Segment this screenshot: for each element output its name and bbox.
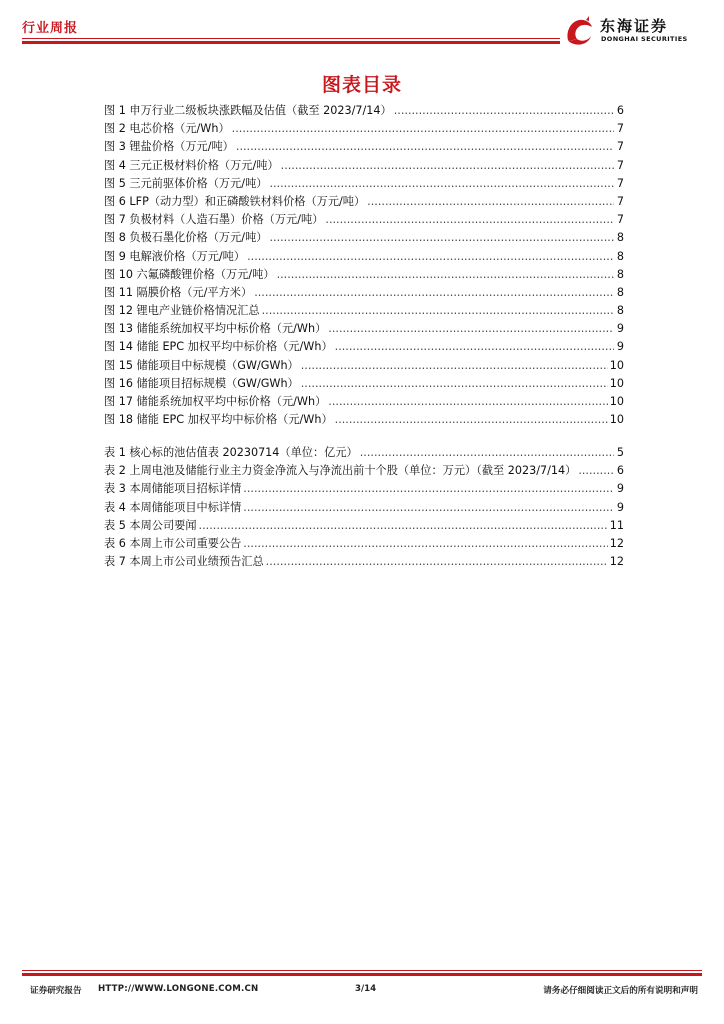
toc-entry-label: 图 8 负极石墨化价格（万元/吨） — [104, 231, 268, 245]
toc-figure-entry[interactable] — [104, 411, 624, 429]
toc-dot-leader — [367, 193, 614, 211]
toc-page-number: 6 — [616, 104, 624, 117]
toc-dot-leader — [335, 338, 614, 356]
footer-rule-thin — [22, 970, 702, 971]
toc-page-number: 8 — [616, 285, 624, 299]
toc-dot-leader — [325, 211, 614, 229]
toc-dot-leader — [266, 553, 608, 571]
toc-figure-entry[interactable] — [104, 248, 624, 266]
toc-dot-leader — [243, 535, 607, 553]
toc-figure-entry[interactable] — [104, 302, 624, 320]
toc-dot-leader — [281, 157, 614, 175]
toc-figure-entry[interactable] — [104, 211, 624, 229]
header-rule-thick — [22, 41, 560, 44]
toc-entry-label: 表 1 核心标的池估值表 20230714（单位：亿元） — [104, 446, 358, 459]
dragon-logo-icon — [562, 14, 596, 48]
toc-table-entry[interactable] — [104, 517, 624, 535]
table-list — [104, 444, 624, 571]
toc-dot-leader — [360, 444, 614, 462]
toc-entry-label: 图 15 储能项目中标规模（GW/GWh） — [104, 358, 299, 372]
toc-entry-label: 图 6 LFP（动力型）和正磷酸铁材料价格（万元/吨） — [104, 194, 366, 208]
figure-list — [104, 102, 624, 429]
toc-table-entry[interactable] — [104, 480, 624, 498]
toc-entry-label: 表 2 上周电池及储能行业主力资金净流入与净流出前十个股（单位：万元）（截至 2023/7/14） — [104, 464, 577, 478]
toc-dot-leader — [236, 138, 614, 156]
toc-page-number: 8 — [616, 249, 624, 263]
toc-figure-entry[interactable] — [104, 375, 624, 393]
toc-dot-leader — [232, 120, 614, 138]
toc-dot-leader — [394, 102, 614, 120]
toc-entry-label: 图 2 电芯价格（元/Wh） — [104, 122, 230, 136]
toc-table-entry[interactable] — [104, 462, 624, 480]
toc-figure-entry[interactable] — [104, 157, 624, 175]
toc-dot-leader — [199, 517, 608, 535]
toc-entry-label: 表 7 本周上市公司业绩预告汇总 — [104, 555, 264, 569]
toc-dot-leader — [277, 266, 614, 284]
logo-chinese-name: 东海证券 — [600, 17, 669, 35]
toc-entry-label: 图 12 锂电产业链价格情况汇总 — [104, 304, 260, 318]
toc-dot-leader — [328, 393, 607, 411]
toc-page-number: 8 — [616, 231, 624, 245]
toc-figure-entry[interactable] — [104, 138, 624, 156]
toc-page-number: 5 — [616, 446, 624, 459]
toc-dot-leader — [269, 175, 614, 193]
footer-report-label: 证券研究报告 — [30, 986, 82, 996]
toc-entry-label: 图 3 锂盐价格（万元/吨） — [104, 140, 234, 154]
toc-page-number: 12 — [609, 555, 624, 569]
toc-entry-label: 图 16 储能项目招标规模（GW/GWh） — [104, 376, 299, 390]
toc-figure-entry[interactable] — [104, 357, 624, 375]
toc-entry-label: 图 9 电解液价格（万元/吨） — [104, 249, 246, 263]
toc-figure-entry[interactable] — [104, 338, 624, 356]
toc-entry-label: 图 17 储能系统加权平均中标价格（元/Wh） — [104, 395, 327, 408]
toc-table-entry[interactable] — [104, 499, 624, 517]
toc-entry-label: 图 4 三元正极材料价格（万元/吨） — [104, 158, 279, 172]
toc-page-number: 8 — [616, 304, 624, 318]
toc-dot-leader — [335, 411, 608, 429]
toc-table-entry[interactable] — [104, 535, 624, 553]
footer-page-number: 3/14 — [355, 984, 377, 994]
toc-dot-leader — [269, 229, 614, 247]
report-type-label: 行业周报 — [22, 21, 79, 36]
toc-figure-entry[interactable] — [104, 284, 624, 302]
toc-entry-label: 图 11 隔膜价格（元/平方米） — [104, 285, 253, 299]
toc-page-number: 6 — [616, 464, 624, 478]
toc-page-number: 7 — [616, 158, 624, 172]
toc-entry-label: 图 14 储能 EPC 加权平均中标价格（元/Wh） — [104, 340, 333, 354]
toc-page-number: 10 — [609, 358, 624, 372]
toc-figure-entry[interactable] — [104, 193, 624, 211]
toc-page-number: 9 — [616, 482, 624, 496]
toc-entry-label: 表 5 本周公司要闻 — [104, 518, 197, 532]
toc-figure-entry[interactable] — [104, 320, 624, 338]
toc-figure-entry[interactable] — [104, 229, 624, 247]
toc-entry-label: 表 6 本周上市公司重要公告 — [104, 536, 242, 550]
toc-dot-leader — [243, 499, 614, 517]
toc-entry-label: 图 1 申万行业二级板块涨跌幅及估值（截至 2023/7/14） — [104, 104, 392, 117]
toc-page-number: 7 — [616, 122, 624, 136]
toc-page-number: 7 — [616, 213, 624, 227]
toc-page-number: 12 — [609, 536, 624, 550]
toc-table-entry[interactable] — [104, 553, 624, 571]
toc-page-number: 11 — [609, 518, 624, 532]
company-logo — [562, 14, 702, 48]
toc-page-number: 7 — [616, 176, 624, 190]
header-rule-thin — [22, 38, 560, 39]
toc-entry-label: 图 18 储能 EPC 加权平均中标价格（元/Wh） — [104, 413, 333, 427]
page-header — [22, 14, 702, 48]
page-footer — [30, 984, 698, 998]
toc-page-number: 10 — [609, 395, 624, 408]
toc-dot-leader — [247, 248, 614, 266]
toc-dot-leader — [301, 357, 608, 375]
toc-page-number: 10 — [609, 376, 624, 390]
toc-page-number: 9 — [616, 340, 624, 354]
toc-entry-label: 图 13 储能系统加权平均中标价格（元/Wh） — [104, 322, 327, 336]
toc-entry-label: 图 5 三元前驱体价格（万元/吨） — [104, 176, 268, 190]
toc-entry-label: 表 3 本周储能项目招标详情 — [104, 482, 242, 496]
toc-dot-leader — [254, 284, 614, 302]
toc-entry-label: 图 7 负极材料（人造石墨）价格（万元/吨） — [104, 213, 324, 227]
toc-entry-label: 图 10 六氟磷酸锂价格（万元/吨） — [104, 267, 275, 281]
toc-dot-leader — [262, 302, 614, 320]
toc-page-number: 9 — [616, 322, 624, 336]
footer-website-link[interactable]: HTTP://WWW.LONGONE.COM.CN — [98, 984, 259, 994]
toc-figure-entry[interactable] — [104, 266, 624, 284]
toc-title: 图表目录 — [321, 74, 402, 96]
toc-dot-leader — [243, 480, 614, 498]
toc-figure-entry[interactable] — [104, 120, 624, 138]
footer-rule-thick — [22, 973, 702, 976]
toc-figure-entry[interactable] — [104, 102, 624, 120]
toc-dot-leader — [578, 462, 614, 480]
logo-english-name: DONGHAI SECURITIES — [601, 35, 688, 43]
toc-page-number: 7 — [616, 194, 624, 208]
toc-figure-entry[interactable] — [104, 175, 624, 193]
toc-dot-leader — [328, 320, 614, 338]
toc-page-number: 10 — [609, 413, 624, 427]
toc-page-number: 7 — [616, 140, 624, 154]
toc-figure-entry[interactable] — [104, 393, 624, 411]
toc-page-number: 8 — [616, 267, 624, 281]
toc-dot-leader — [301, 375, 608, 393]
toc-entry-label: 表 4 本周储能项目中标详情 — [104, 500, 242, 514]
footer-disclaimer: 请务必仔细阅读正文后的所有说明和声明 — [543, 986, 698, 996]
toc-page-number: 9 — [616, 500, 624, 514]
toc-table-entry[interactable] — [104, 444, 624, 462]
